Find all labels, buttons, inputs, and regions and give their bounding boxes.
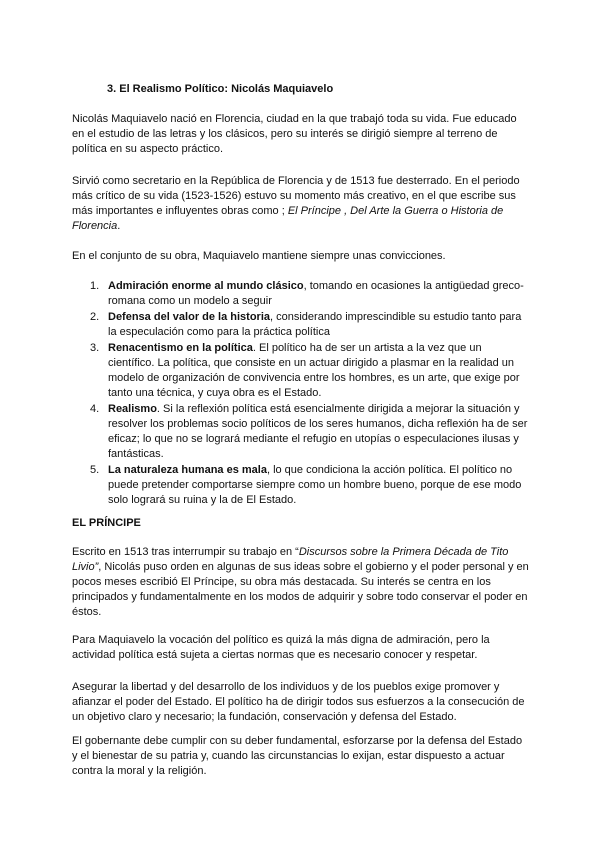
list-item-text: . El político ha de ser un artista a la vez que un científico. La política, que consiste en un actuar dirigido a plasmar en la realidad un modelo de organización de convivencia entre los hombres, es un arte, que exige por tanto una técnica, y cuya obra es el Estado. [108, 342, 520, 399]
intro-paragraph: Nicolás Maquiavelo nació en Florencia, ciudad en la que trabajó toda su vida. Fue educado en el estudio de las letras y los clásicos, pero su interés se dirigió siempre al terreno de política en su aspecto práctico. [72, 113, 517, 155]
biography-text: Sirvió como secretario en la República de Florencia y de 1513 fue desterrado. En el periodo más crítico de su vida (1523-1526) estuvo su momento más creativo, en el que escribe sus más importantes e influyentes obras como ; [72, 175, 520, 217]
list-number: 2. [90, 311, 100, 323]
list-item-text: , lo que condiciona la acción política. El político no puede pretender comportarse siempre como un hombre bueno, porque de ese modo solo logrará su ruina y la de El Estado. [108, 464, 522, 506]
list-number: 1. [90, 280, 100, 292]
list-number: 3. [90, 342, 100, 354]
principe-paragraph-4: El gobernante debe cumplir con su deber fundamental, esforzarse por la defensa del Estado y el bienestar de su patria y, cuando las circunstancias lo exijan, estar dispuesto a actuar contra la moral y la religión. [72, 735, 523, 777]
list-item [72, 402, 530, 462]
principe-paragraph-3: Asegurar la libertad y del desarrollo de los individuos y de los pueblos exige promover y afianzar el poder del Estado. El político ha de dirigir todos sus esfuerzos a la consecución de un objetivo claro y necesario; la fundación, conservación y defensa del Estado. [72, 681, 525, 723]
list-item-bold: La naturaleza humana es mala [108, 464, 267, 476]
section-title: 3. El Realismo Político: Nicolás Maquiavelo [107, 83, 334, 95]
discursos-title: Discursos sobre la Primera Década de Tito Livio” [72, 546, 509, 573]
principe-p1-end: , Nicolás puso orden en algunas de sus ideas sobre el gobierno y el poder personal y en pocos meses escribió El Príncipe, su obra más destacada. Su interés se centra en los principados y fundamentalmente en los modos de adquirir y sobre todo conservar el poder en éstos. [72, 561, 529, 618]
list-item-bold: Defensa del valor de la historia [108, 311, 271, 323]
list-number: 5. [90, 464, 100, 476]
list-item-bold: Admiración enorme al mundo clásico [108, 280, 304, 292]
works-title: El Príncipe , Del Arte la Guerra o Historia de Florencia [72, 205, 504, 232]
list-item-text: , considerando imprescindible su estudio tanto para la especulación como para la práctica política [108, 311, 522, 338]
biography-end: . [117, 220, 121, 232]
principe-paragraph-2: Para Maquiavelo la vocación del político es quizá la más digna de admiración, pero la actividad política está sujeta a ciertas normas que es necesario conocer y respetar. [72, 634, 490, 661]
biography-paragraph [72, 174, 530, 234]
principe-paragraph-1 [72, 545, 530, 620]
list-item-bold: Realismo [108, 403, 157, 415]
list-item-bold: Renacentismo en la política [108, 342, 253, 354]
list-item [72, 279, 530, 309]
list-item [72, 341, 530, 401]
convictions-intro: En el conjunto de su obra, Maquiavelo mantiene siempre unas convicciones. [72, 250, 446, 262]
convictions-list [72, 279, 530, 509]
principe-heading: EL PRÍNCIPE [72, 517, 141, 529]
list-number: 4. [90, 403, 100, 415]
principe-p1-start: Escrito en 1513 tras interrumpir su trabajo en “ [72, 546, 299, 558]
list-item-text: . Si la reflexión política está esencialmente dirigida a mejorar la situación y resolver los problemas socio políticos de los seres humanos, dicha reflexión ha de ser eficaz; lo que no se logrará mediante el refugio en utopías o especulaciones ilusas y fantásticas. [108, 403, 528, 460]
list-item [72, 310, 530, 340]
list-item [72, 463, 530, 508]
list-item-text: , tomando en ocasiones la antigüedad greco-romana como un modelo a seguir [108, 280, 524, 307]
